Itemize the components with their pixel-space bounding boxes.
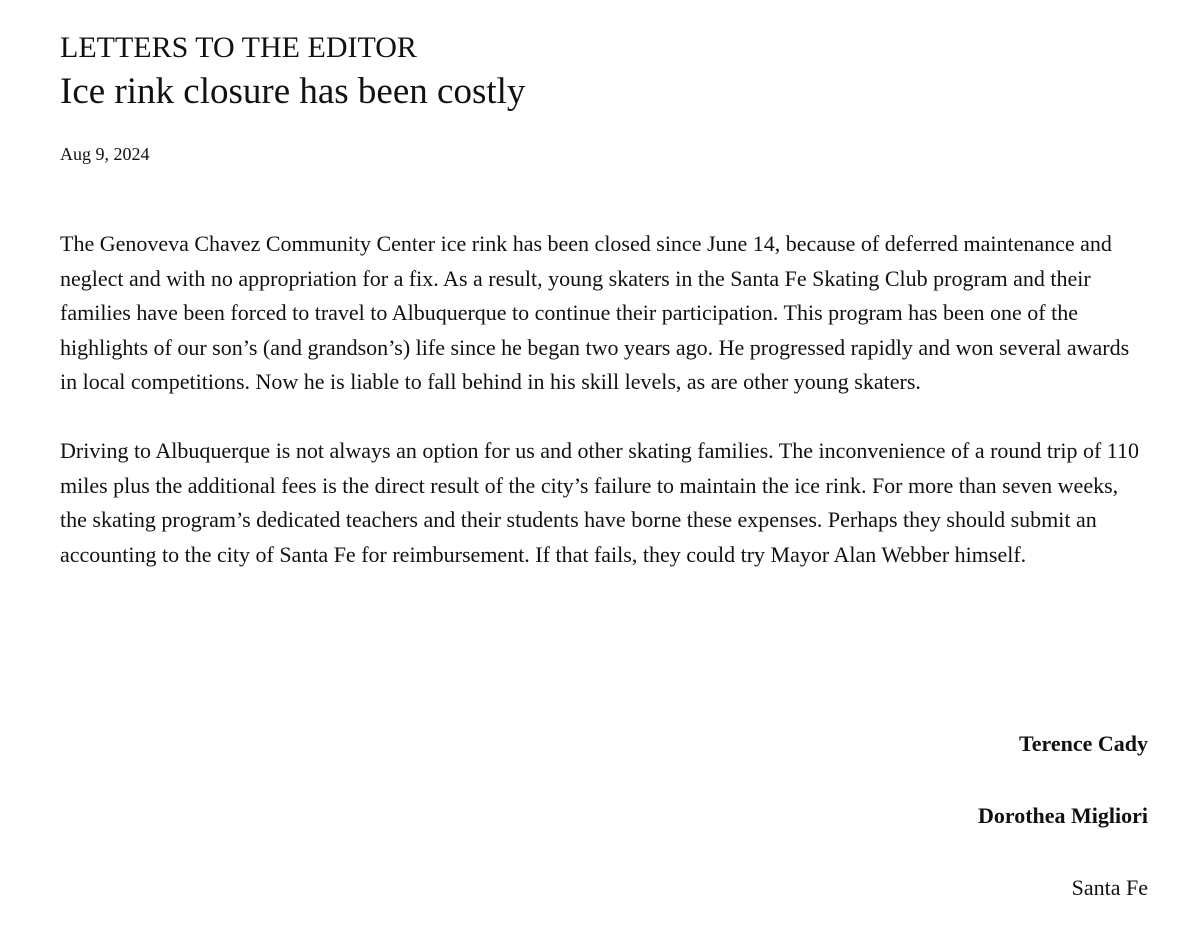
signer-name: Terence Cady bbox=[1019, 731, 1148, 756]
publish-date: Aug 9, 2024 bbox=[60, 144, 150, 164]
signature-block bbox=[748, 729, 1148, 945]
body-paragraph: The Genoveva Chavez Community Center ice rink has been closed since June 14, because of deferred maintenance and neglect and with no appropriation for a fix. As a result, young skaters in the Santa Fe Skating Club program and their families have been forced to travel to Albuquerque to continue their participation. This program has been one of the highlights of our son’s (and grandson’s) life since he began two years ago. He progressed rapidly and won several awards in local competitions. Now he is liable to fall behind in his skill levels, as are other young skaters. bbox=[60, 231, 1130, 394]
section-label: LETTERS TO THE EDITOR bbox=[60, 31, 417, 64]
article-body bbox=[60, 227, 1148, 607]
body-paragraph: Driving to Albuquerque is not always an option for us and other skating families. The inconvenience of a round trip of 110 miles plus the additional fees is the direct result of the city’s failure to maintain the ice rink. For more than seven weeks, the skating program’s dedicated teachers and their students have borne these expenses. Perhaps they should submit an accounting to the city of Santa Fe for reimbursement. If that fails, they could try Mayor Alan Webber himself. bbox=[60, 438, 1139, 567]
signer-name: Dorothea Migliori bbox=[977, 803, 1148, 828]
signer-location: Santa Fe bbox=[1071, 875, 1148, 900]
article-headline: Ice rink closure has been costly bbox=[60, 71, 526, 112]
